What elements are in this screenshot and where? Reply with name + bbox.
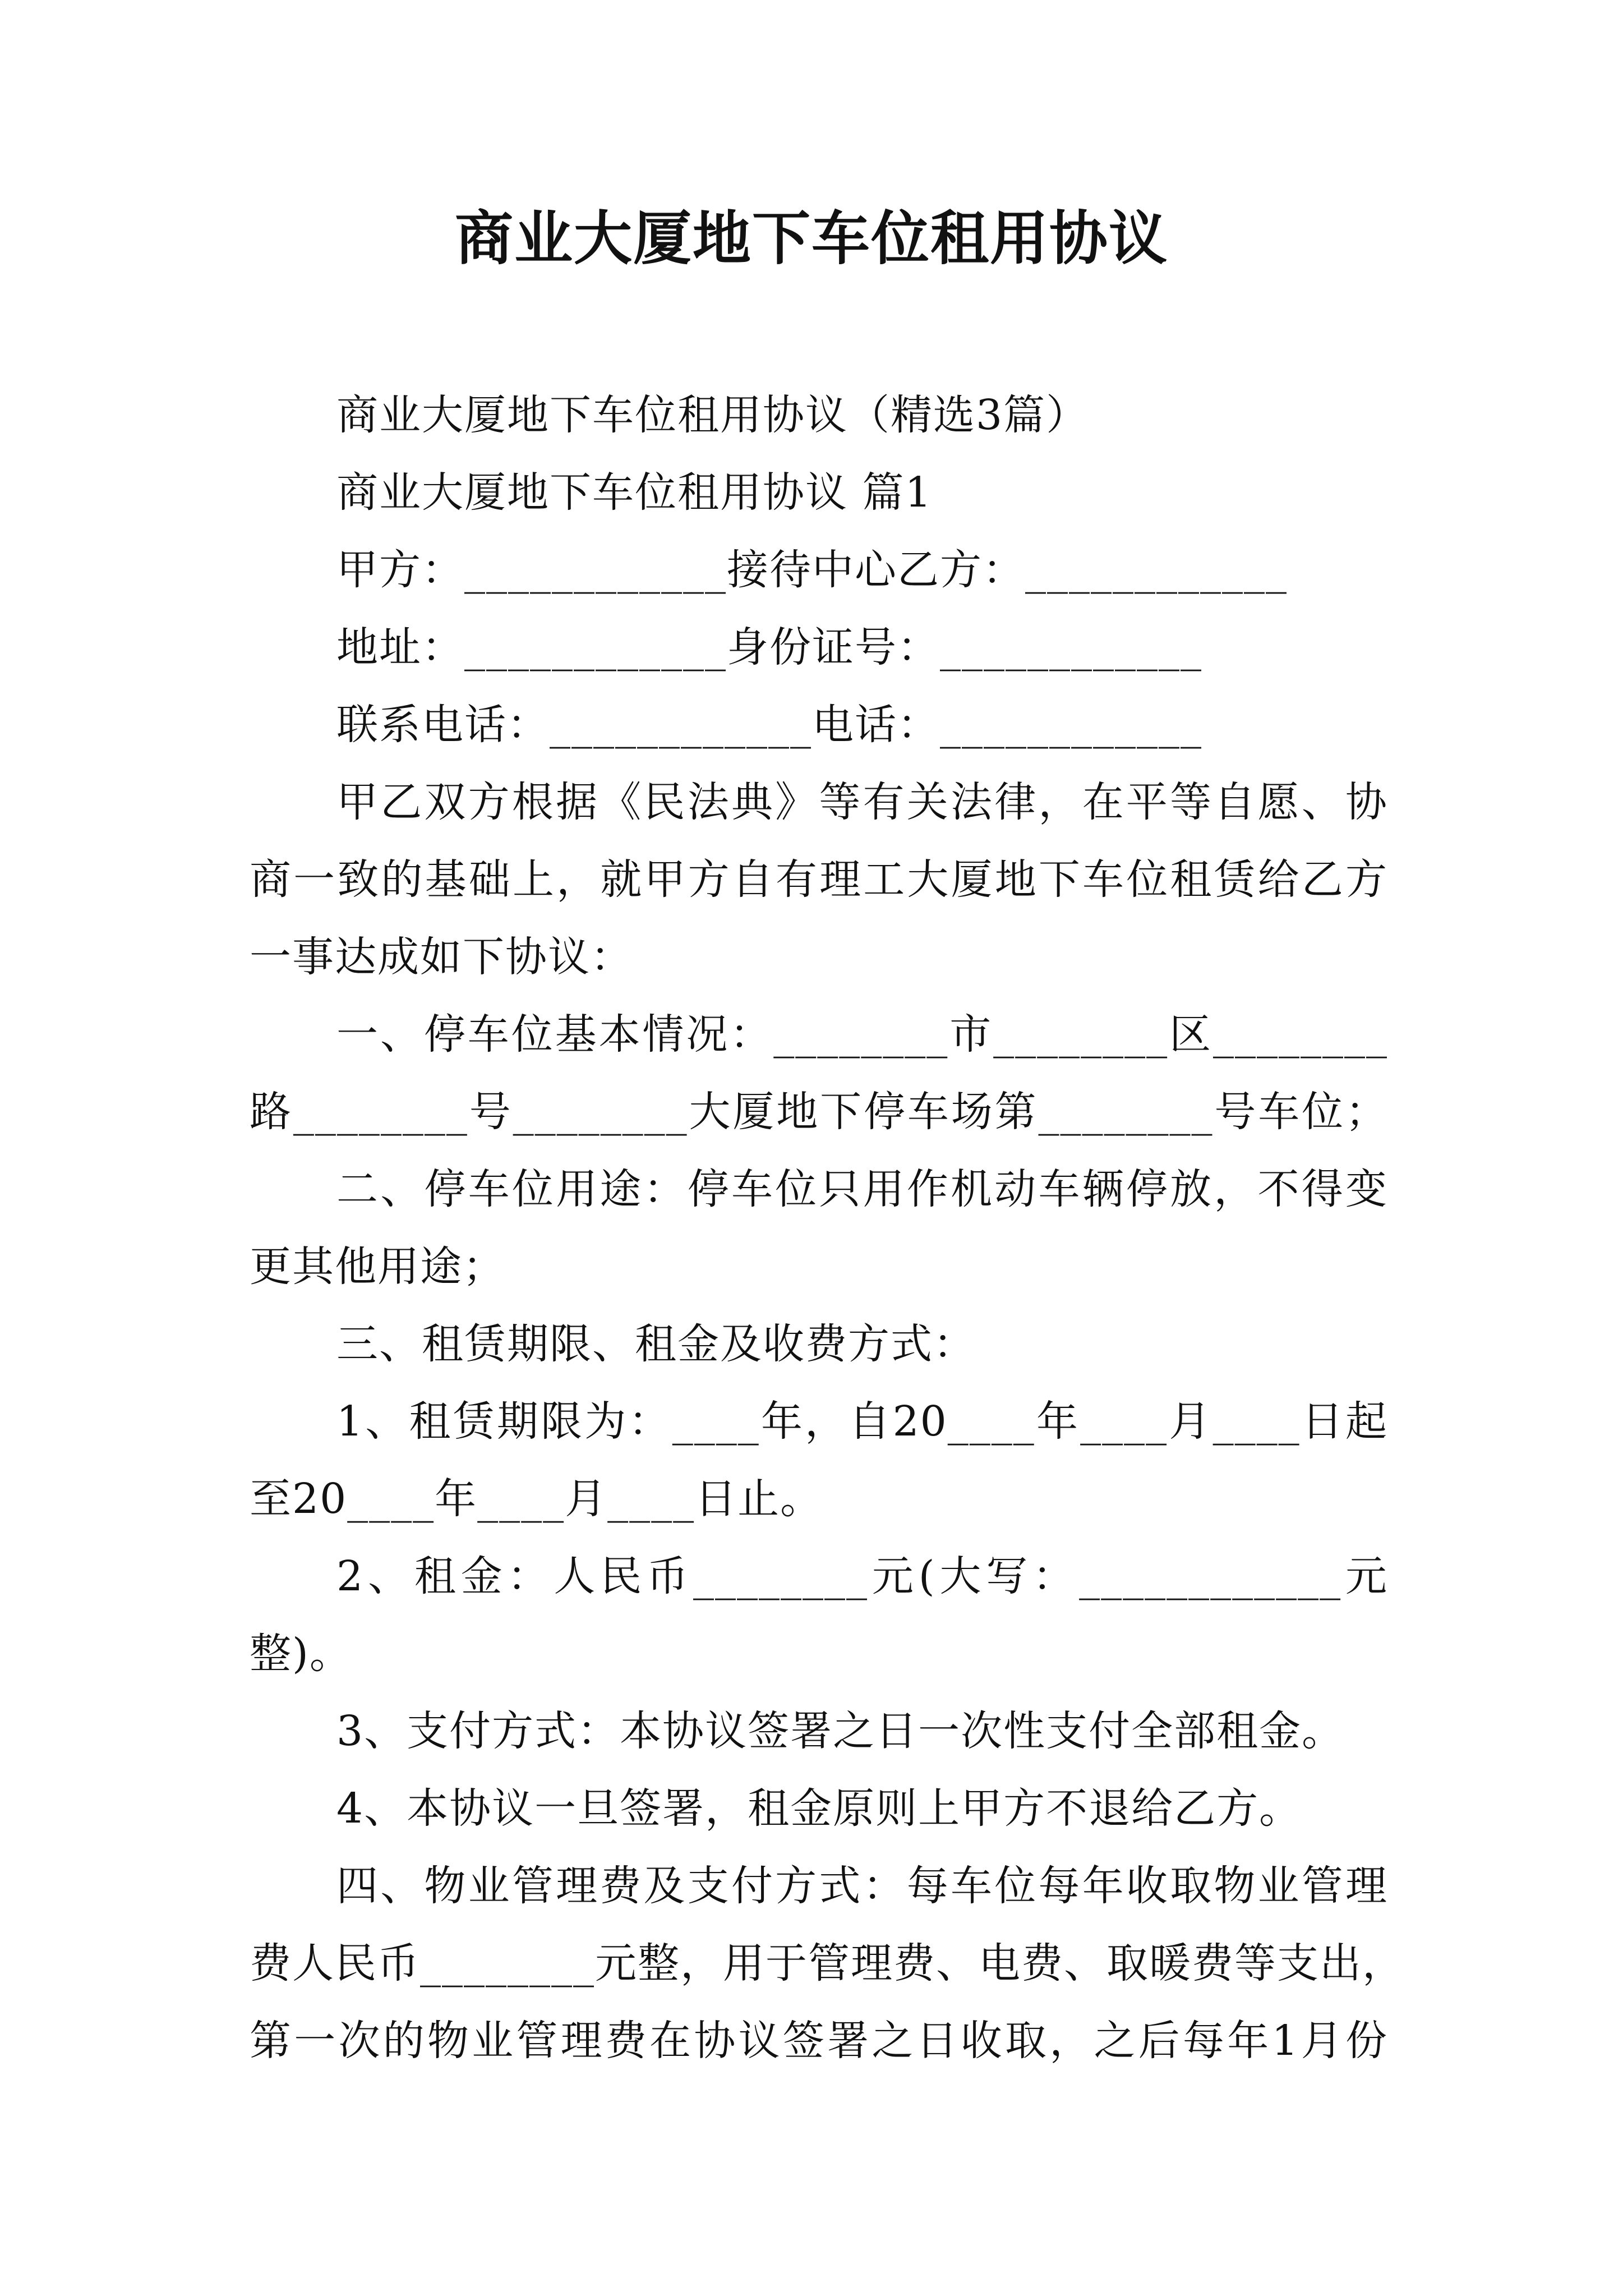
phone-line: 联系电话：____________电话：____________: [336, 701, 1202, 749]
paragraph-line: 甲乙双方根据《民法典》等有关法律，在平等自愿、协: [336, 778, 1388, 826]
paragraph-line: 1、租赁期限为：____年，自20____年____月____日起: [336, 1397, 1388, 1446]
paragraph-line: 整)。: [250, 1630, 352, 1678]
paragraph-line: 路________号________大厦地下停车场第________号车位；: [250, 1088, 1388, 1136]
paragraph-line: 2、租金：人民币________元(大写：____________元: [336, 1552, 1388, 1600]
paragraph-line: 商一致的基础上，就甲方自有理工大厦地下车位租赁给乙方: [250, 855, 1388, 904]
paragraph-line: 费人民币________元整，用于管理费、电费、取暖费等支出，: [250, 1939, 1405, 1987]
paragraph-line: 一、停车位基本情况：________市________区________: [336, 1010, 1388, 1059]
paragraph-line: 三、租赁期限、租金及收费方式：: [336, 1320, 976, 1368]
party-a-line: 甲方：____________接待中心乙方：____________: [336, 546, 1288, 594]
section-heading: 商业大厦地下车位租用协议 篇1: [336, 468, 933, 517]
document-title: 商业大厦地下车位租用协议: [454, 204, 1168, 273]
paragraph-line: 3、支付方式：本协议签署之日一次性支付全部租金。: [336, 1707, 1345, 1755]
paragraph-line: 4、本协议一旦签署，租金原则上甲方不退给乙方。: [336, 1784, 1302, 1833]
subtitle-line: 商业大厦地下车位租用协议（精选3篇）: [336, 391, 1089, 439]
paragraph-line: 至20____年____月____日止。: [250, 1475, 823, 1523]
address-line: 地址：____________身份证号：____________: [336, 623, 1202, 671]
paragraph-line: 一事达成如下协议：: [250, 933, 633, 981]
paragraph-line: 四、物业管理费及支付方式：每车位每年收取物业管理: [336, 1862, 1388, 1910]
paragraph-line: 二、停车位用途：停车位只用作机动车辆停放，不得变: [336, 1165, 1388, 1213]
paragraph-line: 第一次的物业管理费在协议签署之日收取，之后每年1月份: [250, 2017, 1388, 2065]
paragraph-line: 更其他用途；: [250, 1243, 505, 1291]
